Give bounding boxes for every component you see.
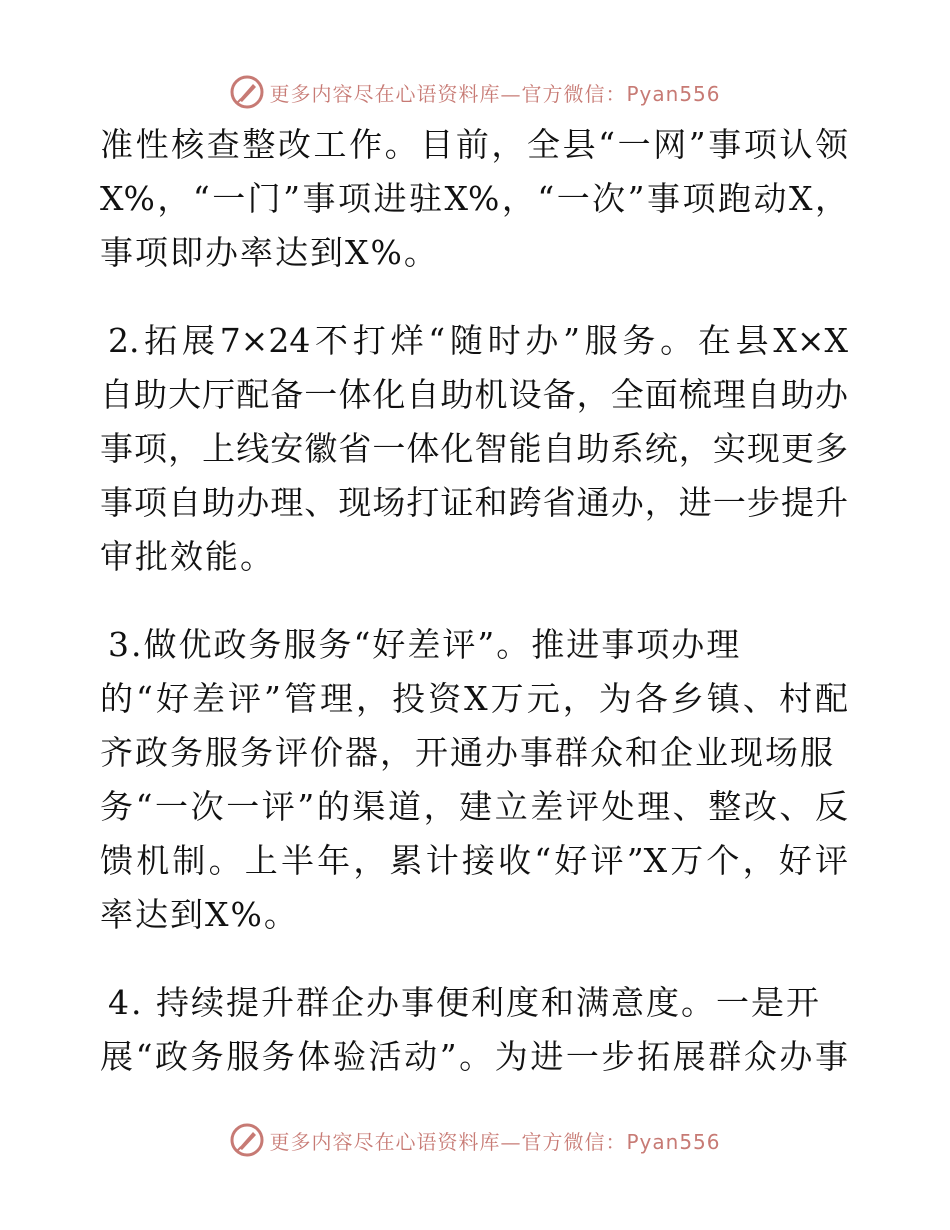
text-line: 的“好差评”管理，投资X万元，为各乡镇、村配: [100, 679, 848, 718]
text-line: 馈机制。上半年，累计接收“好评”X万个，好评: [100, 841, 848, 880]
header-watermark: [0, 72, 950, 112]
section-heading-line: 2.拓展7×24不打烊“随时办”服务。在县X×X: [108, 321, 848, 360]
text-line: 准性核查整改工作。目前，全县“一网”事项认领: [100, 125, 848, 164]
text-line: 务“一次一评”的渠道，建立差评处理、整改、反: [100, 787, 848, 826]
paragraph-2: [100, 314, 848, 584]
text-line: 审批效能。: [100, 537, 275, 576]
paragraph-1: [100, 118, 848, 280]
text-line: 事项，上线安徽省一体化智能自助系统，实现更多: [100, 429, 848, 468]
quill-seal-logo-icon: [229, 1122, 265, 1158]
quill-seal-logo-icon: [229, 74, 265, 110]
text-line: 自助大厅配备一体化自助机设备，全面梳理自助办: [100, 375, 848, 414]
section-heading-line: 4. 持续提升群企办事便利度和满意度。一是开: [108, 983, 821, 1022]
text-line: 事项自助办理、现场打证和跨省通办，进一步提升: [100, 483, 848, 522]
footer-watermark: [0, 1120, 950, 1160]
paragraph-3: [100, 618, 848, 942]
watermark-text: 更多内容尽在心语资料库—官方微信：Pyan556: [269, 1129, 721, 1154]
document-body: [100, 118, 848, 1084]
text-line: 率达到X%。: [100, 895, 299, 934]
section-heading-line: 3.做优政务服务“好差评”。推进事项办理: [108, 625, 742, 664]
text-line: 事项即办率达到X%。: [100, 233, 439, 272]
text-line: X%，“一门”事项进驻X%，“一次”事项跑动X，: [100, 179, 848, 218]
text-line: 展“政务服务体验活动”。为进一步拓展群众办事: [100, 1037, 848, 1076]
text-line: 齐政务服务评价器，开通办事群众和企业现场服: [100, 733, 835, 772]
watermark-text: 更多内容尽在心语资料库—官方微信：Pyan556: [269, 81, 721, 106]
paragraph-4: [100, 976, 848, 1084]
